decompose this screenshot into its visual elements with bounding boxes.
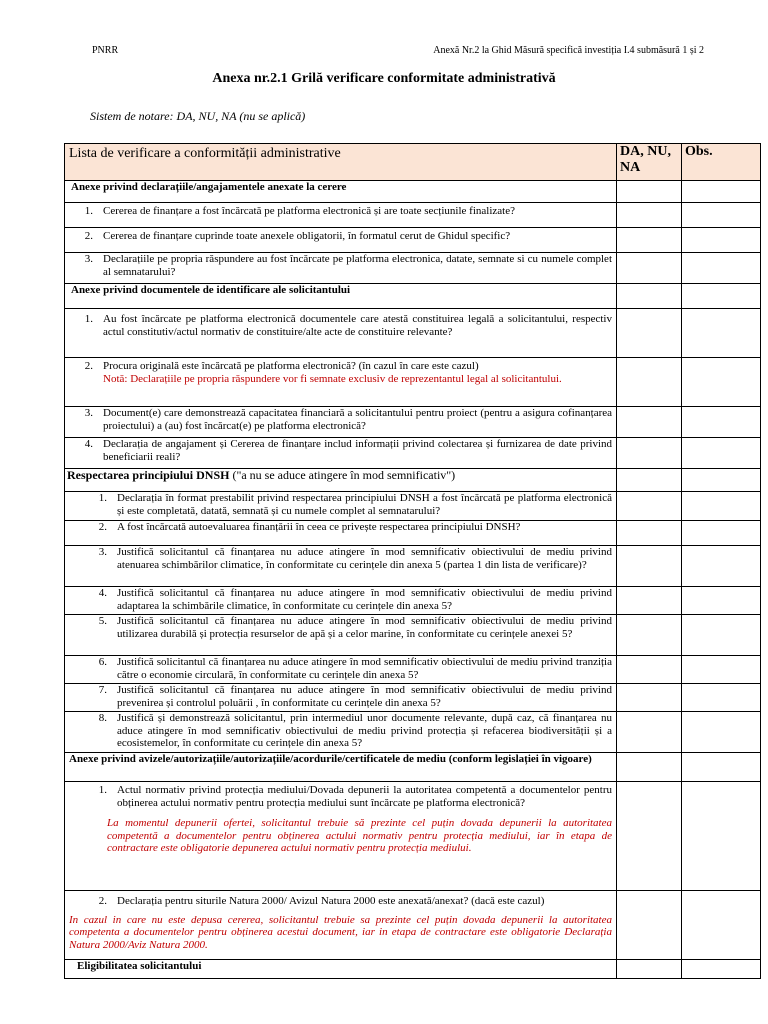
answer-cell[interactable]: [617, 309, 682, 358]
obs-cell[interactable]: [682, 960, 761, 979]
obs-cell[interactable]: [682, 407, 761, 438]
answer-cell[interactable]: [617, 960, 682, 979]
item-text: Justifică solicitantul că finanțarea nu aduce atingere în mod semnificativ obiectivului de mediu privind utilizarea durabilă și protecția resurselor de apă și a celor marine, în conformitate cu cerințele anexei 5?: [117, 615, 612, 640]
table-row: [65, 712, 761, 753]
section-title: [65, 469, 617, 492]
answer-cell[interactable]: [617, 684, 682, 712]
obs-cell[interactable]: [682, 587, 761, 615]
section-title: Anexe privind declarațiile/angajamentele anexate la cerere: [65, 181, 617, 203]
answer-cell[interactable]: [617, 228, 682, 253]
item-text: Justifică și demonstrează solicitantul, prin intermediul unor documente relevante, după caz, că finanțarea nu aduce atingere în mod semnificativ obiectivului de mediu privind protecția și refacerea biodiversității și a ecosistemelor, în conformitate cu cerințele din anexa 5?: [117, 712, 612, 750]
table-row: [65, 782, 761, 891]
obs-cell[interactable]: [682, 358, 761, 407]
answer-cell[interactable]: [617, 615, 682, 656]
item-note: La momentul depunerii ofertei, solicitantul trebuie să prezinte cel puțin dovada depunerii la autoritatea competentă a documentelor pentru obținerea actului normativ pentru protecția mediului, iar în etapa de contractare este obligatorie depunerea actului normativ pentru protecția mediului.: [107, 817, 612, 855]
obs-cell[interactable]: [682, 469, 761, 492]
item-number: 4.: [98, 587, 107, 599]
obs-cell[interactable]: [682, 615, 761, 656]
table-row: [65, 546, 761, 587]
section-title: Anexe privind avizele/autorizațiile/autorizațiile/acordurile/certificatele de mediu (conform legislației în vigoare): [65, 753, 617, 782]
table-row: [65, 684, 761, 712]
section-title-rest: ("a nu se aduce atingere în mod semnificativ"): [229, 468, 456, 482]
table-header-row: [65, 144, 761, 181]
obs-cell[interactable]: [682, 753, 761, 782]
section-row: [65, 469, 761, 492]
table-row: [65, 492, 761, 521]
item-text: A fost încărcată autoevaluarea finanțării în ceea ce privește respectarea principiului DNSH?: [117, 521, 521, 533]
answer-cell[interactable]: [617, 253, 682, 284]
item-number: 5.: [98, 615, 107, 627]
obs-cell[interactable]: [682, 891, 761, 960]
header-da-nu-na: DA, NU, NA: [617, 144, 682, 181]
obs-cell[interactable]: [682, 253, 761, 284]
answer-cell[interactable]: [617, 782, 682, 891]
obs-cell[interactable]: [682, 782, 761, 891]
header-obs: Obs.: [682, 144, 761, 181]
obs-cell[interactable]: [682, 284, 761, 309]
section-row: [65, 960, 761, 979]
item-text: Declarația de angajament și Cererea de finanțare includ informații privind colectarea și furnizarea de date privind beneficiarii reali?: [103, 438, 612, 463]
item-number: 3.: [84, 407, 93, 419]
table-row: [65, 253, 761, 284]
item-number: 3.: [98, 546, 107, 558]
item-number: 1.: [84, 313, 93, 325]
header-left: PNRR: [92, 45, 119, 56]
item-text: Cererea de finanțare cuprinde toate anexele obligatorii, în formatul cerut de Ghidul specific?: [103, 230, 511, 242]
table-row: [65, 521, 761, 546]
item-text: Justifică solicitantul că finanțarea nu aduce atingere în mod semnificativ obiectivului de mediu privind tranziția către o economie circulară, în conformitate cu cerințele din anexa 5?: [117, 656, 612, 681]
section-row: [65, 753, 761, 782]
item-text: Actul normativ privind protecția mediului/Dovada depunerii la autoritatea competentă a documentelor pentru obținerea actului normativ pentru protecția mediului sunt încărcate pe platforma electronică?: [117, 784, 612, 809]
item-text: Procura originală este încărcată pe platforma electronică? (în cazul în care este cazul): [103, 360, 479, 372]
table-row: [65, 358, 761, 407]
answer-cell[interactable]: [617, 492, 682, 521]
obs-cell[interactable]: [682, 492, 761, 521]
item-note: In cazul in care nu este depusa cererea, solicitantul trebuie sa prezinte cel puțin dovada depunerii la autoritatea competenta a documentelor pentru obținerea acestui document, iar in etapa de contractare este obligatorie Declarația Natura 2000/Aviz Natura 2000.: [69, 913, 612, 951]
header-right: Anexă Nr.2 la Ghid Măsură specifică investiția I.4 submăsură 1 și 2: [433, 45, 704, 56]
obs-cell[interactable]: [682, 656, 761, 684]
answer-cell[interactable]: [617, 753, 682, 782]
table-row: [65, 309, 761, 358]
answer-cell[interactable]: [617, 181, 682, 203]
table-row: [65, 587, 761, 615]
section-row: [65, 181, 761, 203]
table-row: [65, 656, 761, 684]
obs-cell[interactable]: [682, 684, 761, 712]
section-title: Anexe privind documentele de identificare ale solicitantului: [65, 284, 617, 309]
item-text: Declarațiile pe propria răspundere au fost încărcate pe platforma electronica, datate, semnate si cu numele complet al semnatarului?: [103, 253, 612, 278]
section-row: [65, 284, 761, 309]
answer-cell[interactable]: [617, 546, 682, 587]
answer-cell[interactable]: [617, 407, 682, 438]
checklist-table: [64, 143, 761, 979]
table-row: [65, 891, 761, 960]
obs-cell[interactable]: [682, 309, 761, 358]
item-note: Notă: Declarațiile pe propria răspundere vor fi semnate exclusiv de reprezentantul legal al solicitantului.: [103, 372, 562, 385]
item-text: Declarația în format prestabilit privind respectarea principiului DNSH a fost încărcată pe platforma electronică și este completată, datată, semnată și cu numele complet al semnatarului?: [117, 492, 612, 517]
answer-cell[interactable]: [617, 438, 682, 469]
table-row: [65, 407, 761, 438]
item-number: 7.: [98, 684, 107, 696]
item-number: 1.: [98, 492, 107, 504]
answer-cell[interactable]: [617, 521, 682, 546]
item-number: 6.: [98, 656, 107, 668]
item-text: Declarația pentru siturile Natura 2000/ Avizul Natura 2000 este anexată/anexat? (dacă este cazul): [117, 895, 545, 907]
notation-system: Sistem de notare: DA, NU, NA (nu se aplică): [90, 109, 306, 123]
table-row: [65, 438, 761, 469]
item-number: 2.: [84, 230, 93, 242]
item-text: Justifică solicitantul că finanțarea nu aduce atingere în mod semnificativ obiectivului de mediu privind adaptarea la schimbările climatice, în conformitate cu cerințele din anexa 5?: [117, 587, 612, 612]
item-number: 2.: [84, 360, 93, 372]
item-text: Justifică solicitantul că finanțarea nu aduce atingere în mod semnificativ obiectivului de mediu privind prevenirea și controlul poluării , în conformitate cu cerințele din anexa 5?: [117, 684, 612, 709]
answer-cell[interactable]: [617, 469, 682, 492]
answer-cell[interactable]: [617, 203, 682, 228]
table-row: [65, 203, 761, 228]
item-number: 2.: [98, 895, 107, 907]
item-number: 2.: [98, 521, 107, 533]
item-number: 4.: [84, 438, 93, 450]
item-text: Document(e) care demonstrează capacitatea financiară a solicitantului pentru proiect (pentru a asigura cofinanțarea proiectului) a (au) fost încărcat(e) pe platforma electronică?: [103, 407, 612, 432]
obs-cell[interactable]: [682, 228, 761, 253]
page-title: Anexa nr.2.1 Grilă verificare conformitate administrativă: [212, 71, 556, 86]
obs-cell[interactable]: [682, 712, 761, 753]
answer-cell[interactable]: [617, 712, 682, 753]
table-row: [65, 228, 761, 253]
obs-cell[interactable]: [682, 521, 761, 546]
item-number: 1.: [84, 205, 93, 217]
item-text: Justifică solicitantul că finanțarea nu aduce atingere în mod semnificativ obiectivului de mediu privind atenuarea schimbărilor climatice, în conformitate cu cerințele din anexa 5 (partea 1 din lista de verificare)?: [117, 546, 612, 571]
obs-cell[interactable]: [682, 203, 761, 228]
section-title: Eligibilitatea solicitantului: [65, 960, 617, 979]
item-number: 8.: [98, 712, 107, 724]
answer-cell[interactable]: [617, 891, 682, 960]
answer-cell[interactable]: [617, 587, 682, 615]
answer-cell[interactable]: [617, 284, 682, 309]
item-number: 1.: [98, 784, 107, 796]
answer-cell[interactable]: [617, 656, 682, 684]
item-text: Au fost încărcate pe platforma electronică documentele care atestă constituirea legală a solicitantului, respectiv actul constitutiv/actul normativ de constituire/alte acte de constituire relevante?: [103, 313, 612, 338]
answer-cell[interactable]: [617, 358, 682, 407]
table-row: [65, 615, 761, 656]
obs-cell[interactable]: [682, 181, 761, 203]
header-list: Lista de verificare a conformității administrative: [65, 144, 617, 181]
item-text: Cererea de finanțare a fost încărcată pe platforma electronică și are toate secțiunile finalizate?: [103, 205, 515, 217]
section-title-bold: Respectarea principiului DNSH: [67, 468, 230, 482]
obs-cell[interactable]: [682, 438, 761, 469]
obs-cell[interactable]: [682, 546, 761, 587]
item-number: 3.: [84, 253, 93, 265]
